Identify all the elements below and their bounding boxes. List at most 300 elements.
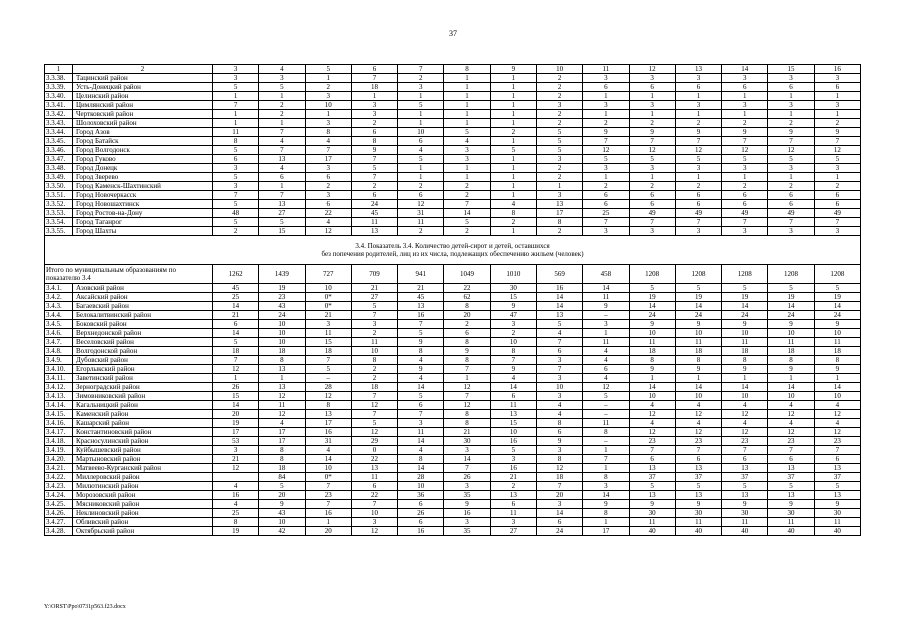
table-cell: 5 [305,65,351,74]
table-cell: Шолоховский район [73,119,213,128]
table-cell: Заветинский район [73,374,213,383]
table-cell: 11 [722,338,768,347]
table-cell: 1 [490,110,536,119]
table-cell: Кашарский район [73,419,213,428]
table-cell: 1 [675,173,721,182]
table-cell: 4 [814,419,860,428]
table-cell: 24 [351,200,397,209]
table-cell: 1 [444,83,490,92]
table-cell: 16 [305,428,351,437]
table-cell: 25 [583,209,629,218]
table-row [45,119,861,128]
table-cell: 7 [444,200,490,209]
table-cell: 1 [490,92,536,101]
table-cell: 3 [722,101,768,110]
table-cell: 28 [305,383,351,392]
table-cell: 3 [536,101,582,110]
table-cell: 11 [583,419,629,428]
table-cell: 17 [583,527,629,536]
table-cell: 17 [305,155,351,164]
table-cell: 27 [259,209,305,218]
table-cell: 4 [305,218,351,227]
table-cell: Азовский район [73,284,213,293]
table-row [45,491,861,500]
table-cell: 13 [259,200,305,209]
table-cell: 7 [629,218,675,227]
table-cell: 6 [398,518,444,527]
table-cell: Обливский район [73,518,213,527]
table-cell: 18 [629,347,675,356]
table-cell: 6 [722,191,768,200]
table-cell: 6 [490,500,536,509]
table-cell: 12 [814,428,860,437]
table-cell: 3.4.8. [45,347,73,356]
table-cell: 19 [768,293,814,302]
table-cell: 12 [213,365,259,374]
table-cell: 3 [444,146,490,155]
table-cell: 10 [398,482,444,491]
table-cell: 11 [490,401,536,410]
table-cell: 8 [213,137,259,146]
table-cell: 6 [629,191,675,200]
table-cell: 1 [490,83,536,92]
table-cell: 8 [398,455,444,464]
table-cell: Матвеево-Курганский район [73,464,213,473]
table-cell: 31 [305,437,351,446]
table-cell: 9 [814,500,860,509]
table-cell: 6 [351,482,397,491]
table-cell: 24 [536,527,582,536]
table-cell: 19 [814,293,860,302]
table-cell: 11 [768,338,814,347]
table-cell: 7 [444,365,490,374]
table-cell: 10 [398,128,444,137]
table-cell: 40 [814,527,860,536]
table-cell: 35 [444,527,490,536]
table-row [45,329,861,338]
table-cell: 10 [259,518,305,527]
table-cell: 3 [444,518,490,527]
table-cell: 2 [444,227,490,236]
table-cell: 1 [814,92,860,101]
table-cell: Город Таганрог [73,218,213,227]
table-cell: 3 [490,455,536,464]
table-row [45,464,861,473]
table-cell: 2 [814,182,860,191]
table-cell: 7 [213,101,259,110]
table-cell: Боковский район [73,320,213,329]
table-cell: 62 [444,293,490,302]
table-row [45,455,861,464]
table-cell: 12 [722,146,768,155]
table-cell: 458 [583,265,629,284]
table-cell: 2 [629,119,675,128]
table-cell: 10 [814,392,860,401]
table-cell: 9 [629,320,675,329]
table-cell: 7 [259,146,305,155]
table-row [45,446,861,455]
table-cell: 4 [583,356,629,365]
table-cell: 6 [814,83,860,92]
table-cell: 5 [398,392,444,401]
table-cell: 18 [259,464,305,473]
table-cell: 3.3.51. [45,191,73,200]
table-cell: 12 [305,227,351,236]
table-cell: 1 [629,110,675,119]
table-cell: 17 [213,428,259,437]
table-cell: 4 [722,419,768,428]
table-cell: 17 [536,209,582,218]
table-cell: 18 [213,347,259,356]
table-cell: 3 [213,65,259,74]
table-cell: 9 [490,365,536,374]
table-cell: 4 [213,500,259,509]
table-cell: 2 [305,83,351,92]
table-cell: 3 [768,74,814,83]
table-cell: 37 [768,473,814,482]
table-cell: 3.4.20. [45,455,73,464]
table-cell: 12 [675,428,721,437]
table-cell: 5 [536,146,582,155]
table-cell: 20 [305,527,351,536]
table-cell: 4 [629,401,675,410]
table-row [45,128,861,137]
table-row [45,518,861,527]
table-cell: 8 [536,419,582,428]
table-cell: 2 [398,74,444,83]
table-cell: 3 [583,482,629,491]
table-cell: 2 [351,119,397,128]
table-cell: 3 [814,227,860,236]
table-cell: Усть-Донецкий район [73,83,213,92]
table-cell: 5 [675,155,721,164]
table-cell: 1 [490,137,536,146]
table-cell: 7 [351,500,397,509]
table-cell: 3.4.28. [45,527,73,536]
table-cell: 6 [351,191,397,200]
table-cell: 10 [768,329,814,338]
table-cell: 8 [444,338,490,347]
table-cell: 21 [213,311,259,320]
table-cell: 6 [768,200,814,209]
table-cell: 4 [768,401,814,410]
table-cell: 2 [722,182,768,191]
table-cell: 3.4.13. [45,392,73,401]
table-cell: 12 [768,428,814,437]
table-cell: Город Донецк [73,164,213,173]
table-cell: 8 [444,410,490,419]
table-cell: 5 [768,284,814,293]
table-cell: 16 [490,464,536,473]
table-cell: 5 [722,155,768,164]
table-cell: 16 [536,284,582,293]
table-cell: 3 [722,227,768,236]
table-cell: 23 [722,437,768,446]
table-cell: 10 [259,329,305,338]
table-cell: 14 [444,209,490,218]
table-cell: 4 [305,137,351,146]
table-cell: 49 [675,209,721,218]
table-cell: 40 [768,527,814,536]
table-cell: 21 [444,428,490,437]
table-cell: 1 [675,110,721,119]
table-cell: 1 [583,464,629,473]
table-cell: 22 [351,455,397,464]
table-cell: 6 [398,500,444,509]
table-cell: 1 [398,164,444,173]
table-cell: 2 [73,65,213,74]
table-cell: 1 [814,110,860,119]
table-cell: Город Батайск [73,137,213,146]
table-cell: 29 [351,437,397,446]
table-cell: 12 [814,410,860,419]
table-cell: 13 [351,227,397,236]
table-cell: 3.3.54. [45,218,73,227]
table-cell: 12 [722,410,768,419]
table-cell: 3.3.38. [45,74,73,83]
table-cell: 12 [213,464,259,473]
table-cell: Красносулинский район [73,437,213,446]
table-cell: 4 [398,374,444,383]
table-cell: 3 [583,227,629,236]
table-cell: 6 [213,320,259,329]
table-cell: 13 [536,200,582,209]
table-cell: 3 [305,191,351,200]
table-cell: 4 [398,146,444,155]
table-cell: 13 [259,155,305,164]
table-cell: 1 [490,74,536,83]
table-row [45,191,861,200]
table-cell: 1 [583,518,629,527]
table-cell: 5 [675,284,721,293]
table-cell: 3.4.22. [45,473,73,482]
table-cell: 8 [629,356,675,365]
table-cell: 24 [629,311,675,320]
table-cell: 11 [675,338,721,347]
table-cell: 14 [536,302,582,311]
table-cell: 7 [675,137,721,146]
table-cell: 9 [675,320,721,329]
table-cell: 8 [259,356,305,365]
table-cell: 13 [814,491,860,500]
table-cell: 16 [444,509,490,518]
total-label: Итого по муниципальным образованиям по показателю 3.4 [45,265,213,284]
table-cell: 5 [722,284,768,293]
table-cell: 1 [675,374,721,383]
table-row [45,218,861,227]
table-cell: 15 [305,338,351,347]
table-cell: 7 [536,482,582,491]
table-cell: 24 [722,311,768,320]
table-cell: 7 [351,410,397,419]
table-cell: 8 [675,356,721,365]
table-cell: 1 [722,173,768,182]
table-cell: Морозовский район [73,491,213,500]
table-cell: 10 [490,338,536,347]
table-cell: 7 [305,500,351,509]
table-cell: 1 [213,110,259,119]
table-cell: Мясниковский район [73,500,213,509]
table-cell: 3.4.25. [45,500,73,509]
table-cell: Город Волгодонск [73,146,213,155]
table-cell: 1262 [213,265,259,284]
table-cell: Город Новошахтинск [73,200,213,209]
table-cell: 14 [398,464,444,473]
table-cell: 3.4.2. [45,293,73,302]
table-cell: 2 [490,218,536,227]
table-cell: – [583,401,629,410]
table-cell: 13 [351,464,397,473]
table-cell: 9 [490,302,536,311]
table-row [45,74,861,83]
table-cell: 7 [583,137,629,146]
column-number-row [45,65,861,74]
table-cell: 47 [490,311,536,320]
table-cell: – [305,374,351,383]
table-row [45,365,861,374]
table-cell: 1 [490,182,536,191]
table-cell: 1 [722,92,768,101]
table-cell: 14 [722,65,768,74]
table-cell: 12 [351,428,397,437]
table-cell: 11 [768,518,814,527]
table-cell: 84 [259,473,305,482]
table-cell: 21 [490,473,536,482]
table-row [45,209,861,218]
table-cell: 30 [768,509,814,518]
table-cell: 5 [490,146,536,155]
table-cell: 15 [259,227,305,236]
table-cell: 1 [583,110,629,119]
table-cell: 10 [490,428,536,437]
table-cell: 10 [259,338,305,347]
table-cell: 7 [722,137,768,146]
table-cell: 4 [583,374,629,383]
table-row [45,419,861,428]
table-cell: 1 [398,92,444,101]
table-cell: 12 [629,410,675,419]
table-cell: 3 [629,227,675,236]
table-cell: 6 [351,65,397,74]
table-cell: 7 [259,128,305,137]
table-row [45,338,861,347]
table-cell: 5 [398,329,444,338]
table-row [45,320,861,329]
table-cell: 11 [583,65,629,74]
table-cell: 6 [768,83,814,92]
table-cell: 5 [398,101,444,110]
table-cell: 3 [351,110,397,119]
table-row [45,146,861,155]
table-row [45,500,861,509]
table-cell: 3.4.15. [45,410,73,419]
table-cell: 3 [490,518,536,527]
table-cell: 3 [351,101,397,110]
table-cell: 14 [768,302,814,311]
table-cell: 7 [536,365,582,374]
table-row [45,182,861,191]
table-cell: 20 [536,491,582,500]
table-row [45,155,861,164]
table-cell: 3 [536,500,582,509]
table-cell: 6 [536,518,582,527]
table-cell: – [583,437,629,446]
table-cell: 9 [629,365,675,374]
table-cell: Егорлыкский район [73,365,213,374]
table-row [45,527,861,536]
table-cell: 8 [583,428,629,437]
table-cell: 3.3.45. [45,137,73,146]
table-cell: 3 [629,74,675,83]
table-cell: Константиновский район [73,428,213,437]
table-cell: 14 [490,383,536,392]
table-cell: 28 [398,473,444,482]
table-cell: 24 [259,311,305,320]
table-cell: 43 [259,509,305,518]
table-cell: Белокалитвинский район [73,311,213,320]
table-cell: 3 [536,356,582,365]
table-cell: 30 [444,437,490,446]
table-cell: 5 [351,302,397,311]
table-cell: 12 [814,146,860,155]
table-cell: 4 [444,137,490,146]
table-cell: 49 [629,209,675,218]
table-cell: 13 [490,410,536,419]
table-cell: 7 [259,191,305,200]
table-cell: 8 [398,347,444,356]
table-cell: 2 [675,182,721,191]
table-cell: 5 [259,218,305,227]
table-cell: 19 [213,419,259,428]
table-cell: 3 [305,320,351,329]
table-cell: 23 [629,437,675,446]
table-cell: 2 [768,182,814,191]
table-cell: – [583,410,629,419]
table-cell: 4 [398,446,444,455]
table-cell: 5 [398,155,444,164]
table-cell: 1 [490,191,536,200]
table-cell: 10 [768,392,814,401]
table-cell: 23 [675,437,721,446]
table-cell: 14 [583,284,629,293]
table-cell: 2 [213,227,259,236]
table-cell: Куйбышевский район [73,446,213,455]
section-title [45,236,861,265]
table-cell: 727 [305,265,351,284]
table-cell: 6 [351,128,397,137]
table-cell: Мартыновский район [73,455,213,464]
table-cell: 1 [398,173,444,182]
table-cell: 8 [305,401,351,410]
table-cell: 4 [259,65,305,74]
table-cell: 18 [675,347,721,356]
table-cell: 2 [351,182,397,191]
table-cell: 18 [259,347,305,356]
table-cell: 1 [629,92,675,101]
table-cell: 12 [583,146,629,155]
table-cell: Город Новочеркасск [73,191,213,200]
section-title-line1: 3.4. Показатель 3.4. Количество детей-сирот и детей, оставшихся [355,242,550,250]
table-cell: 4 [259,137,305,146]
table-cell: 5 [814,482,860,491]
table-cell: 8 [259,446,305,455]
table-cell: 25 [213,509,259,518]
table-cell: 13 [629,464,675,473]
table-cell: 1 [768,374,814,383]
table-cell: 5 [768,155,814,164]
table-cell: 10 [536,65,582,74]
table-cell: Цимлянский район [73,101,213,110]
